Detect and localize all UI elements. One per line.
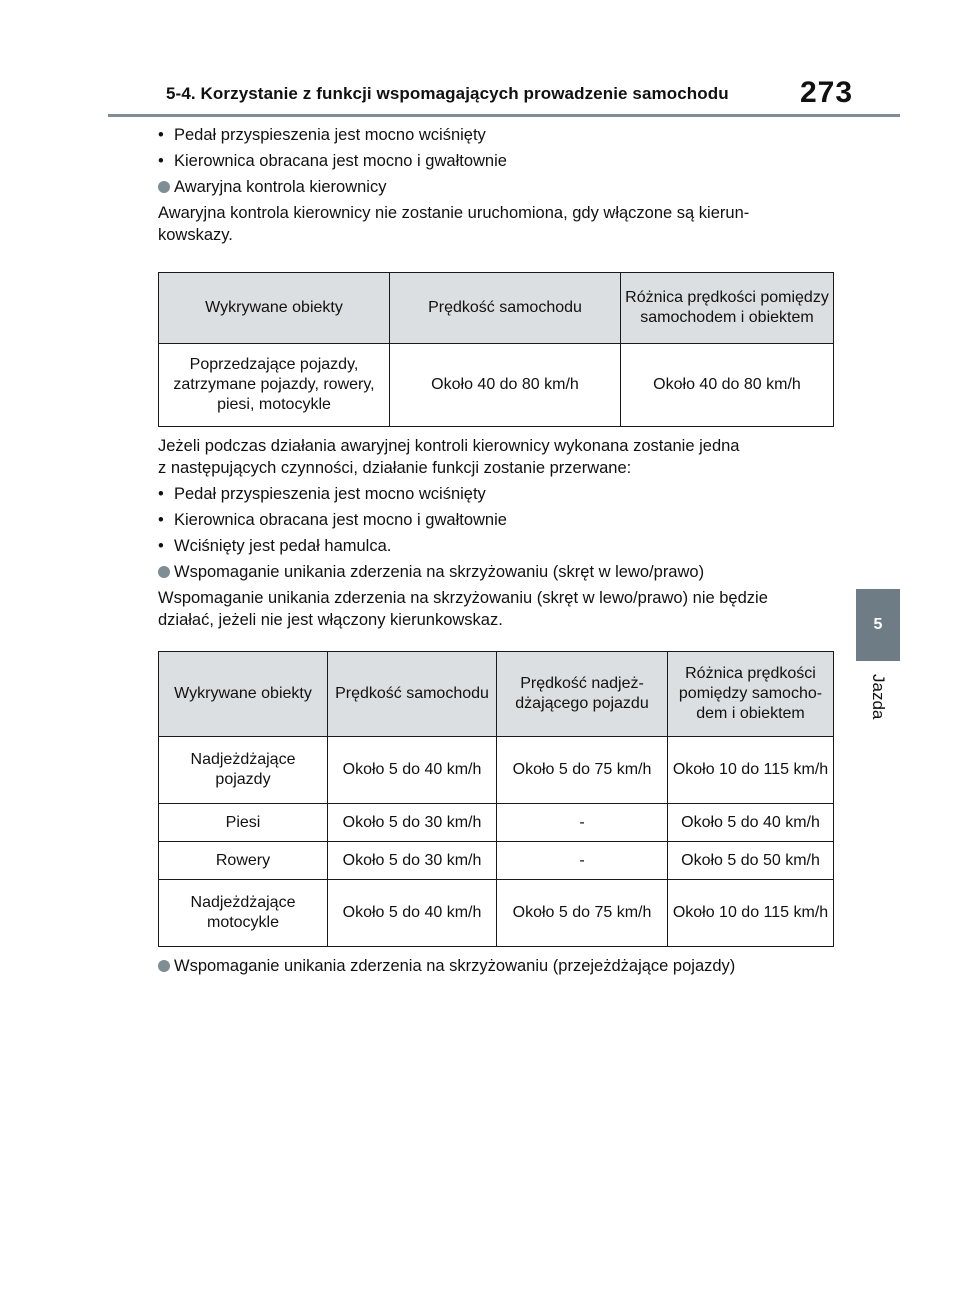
table-cell: Nadjeżdżające motocykle [159,880,328,947]
header-divider [108,114,900,117]
table-row [159,737,834,804]
table-cell: Nadjeżdżające pojazdy [159,737,328,804]
table-row [159,804,834,842]
table-header-cell: Różnica prędkości pomiędzy samochodem i obiektem [621,273,834,344]
table-header-cell: Wykrywane obiekty [159,273,390,344]
section-heading: Wspomaganie unikania zderzenia na skrzyżowaniu (przejeżdżające pojazdy) [158,955,834,977]
table-cell: Poprzedzające pojazdy, zatrzymane pojazdy, rowery, piesi, motocykle [159,344,390,427]
bullet-circle-icon [158,960,170,972]
section-heading: Awaryjna kontrola kierownicy [158,176,834,198]
table-cell: Około 40 do 80 km/h [621,344,834,427]
bullet-circle-icon [158,181,170,193]
table-cell: - [497,804,668,842]
table-header-row [159,652,834,737]
table-header-cell: Prędkość nadjeż-dżającego pojazdu [497,652,668,737]
detection-table-intersection [158,651,834,947]
list-item: • Wciśnięty jest pedał hamulca. [158,537,392,555]
table-row [159,842,834,880]
table-row [159,344,834,427]
table-cell: Około 5 do 40 km/h [668,804,834,842]
bullet-circle-icon [158,566,170,578]
table-cell: Około 5 do 75 km/h [497,737,668,804]
table-header-row [159,273,834,344]
table-cell: Około 5 do 30 km/h [328,804,497,842]
paragraph: Jeżeli podczas działania awaryjnej kontroli kierownicy wykonana zostanie jedna z następujących czynności, działanie funkcji zostanie przerwane: [158,437,740,477]
table-cell: - [497,842,668,880]
section-heading: Wspomaganie unikania zderzenia na skrzyżowaniu (skręt w lewo/prawo) [158,561,834,583]
table-row [159,880,834,947]
page-content [158,124,834,981]
table-cell: Około 10 do 115 km/h [668,880,834,947]
table-cell: Rowery [159,842,328,880]
table-header-cell: Prędkość samochodu [328,652,497,737]
list-item: • Kierownica obracana jest mocno i gwałtownie [158,152,507,170]
list-item: • Pedał przyspieszenia jest mocno wciśnięty [158,485,486,503]
table-cell: Około 40 do 80 km/h [390,344,621,427]
list-item: • Kierownica obracana jest mocno i gwałtownie [158,511,507,529]
paragraph: Awaryjna kontrola kierownicy nie zostanie uruchomiona, gdy włączone są kierun- kowskazy. [158,204,750,244]
table-cell: Około 5 do 75 km/h [497,880,668,947]
table-header-cell: Prędkość samochodu [390,273,621,344]
table-cell: Około 5 do 50 km/h [668,842,834,880]
chapter-tab [856,589,900,661]
table-cell: Piesi [159,804,328,842]
chapter-number: 5 [873,616,883,633]
list-item: • Pedał przyspieszenia jest mocno wciśnięty [158,126,486,144]
table-cell: Około 5 do 40 km/h [328,737,497,804]
table-cell: Około 5 do 40 km/h [328,880,497,947]
table-cell: Około 10 do 115 km/h [668,737,834,804]
page-header-title: 5-4. Korzystanie z funkcji wspomagających prowadzenie samochodu [166,84,729,103]
chapter-label: Jazda [869,674,888,720]
table-cell: Około 5 do 30 km/h [328,842,497,880]
table-header-cell: Różnica prędkości pomiędzy samocho-dem i obiektem [668,652,834,737]
detection-table-steering [158,272,834,427]
paragraph: Wspomaganie unikania zderzenia na skrzyżowaniu (skręt w lewo/prawo) nie będzie działać, jeżeli nie jest włączony kierunkowskaz. [158,589,768,629]
table-header-cell: Wykrywane obiekty [159,652,328,737]
page-number: 273 [800,76,854,109]
